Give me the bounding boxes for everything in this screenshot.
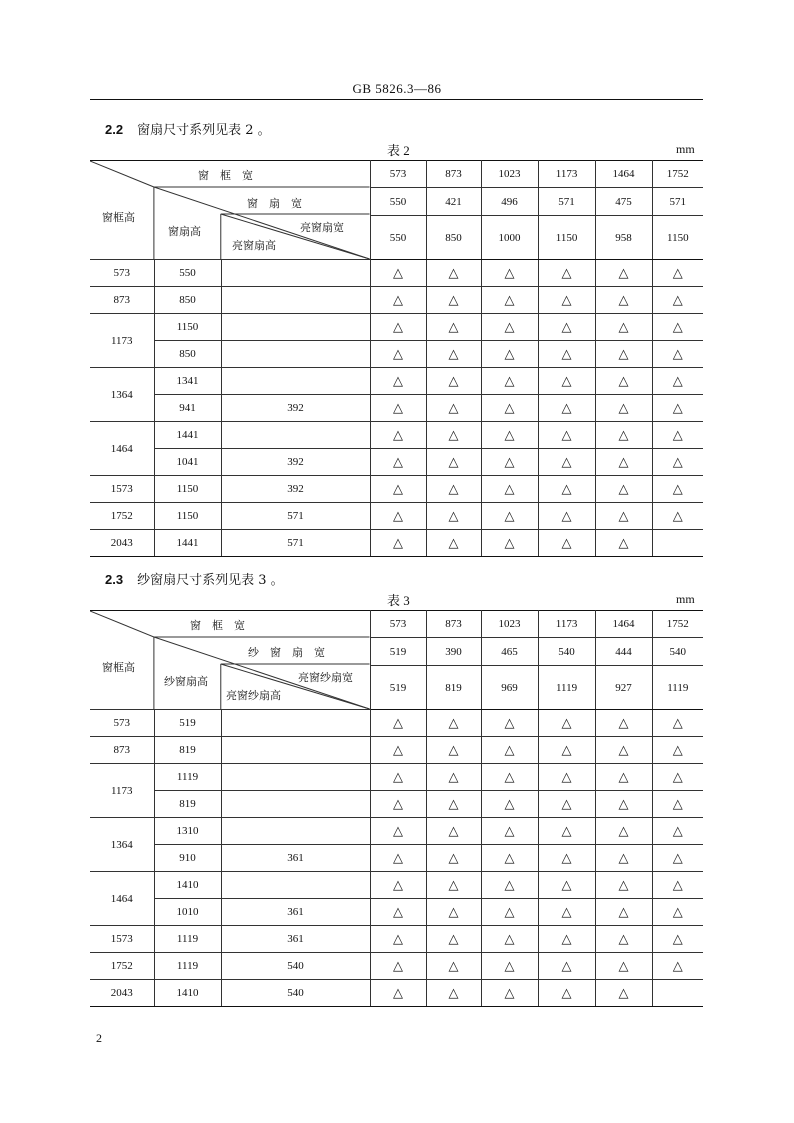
transom-width-cell: 519 — [370, 666, 426, 710]
transom-height-cell: 361 — [221, 926, 370, 953]
sash-width-cell: 444 — [595, 638, 652, 666]
availability-mark: △ — [481, 503, 538, 530]
availability-mark: △ — [538, 395, 595, 422]
availability-mark — [652, 530, 703, 557]
availability-mark: △ — [481, 872, 538, 899]
availability-mark: △ — [652, 422, 703, 449]
transom-height-cell — [221, 791, 370, 818]
availability-mark: △ — [652, 341, 703, 368]
section-2-3-heading — [105, 569, 284, 588]
transom-height-cell: 392 — [221, 395, 370, 422]
frame-height-cell: 873 — [90, 287, 154, 314]
availability-mark: △ — [652, 368, 703, 395]
transom-height-cell: 392 — [221, 476, 370, 503]
availability-mark: △ — [538, 818, 595, 845]
availability-mark: △ — [481, 422, 538, 449]
sash-width-cell: 540 — [538, 638, 595, 666]
availability-mark: △ — [481, 710, 538, 737]
frame-height-cell: 2043 — [90, 530, 154, 557]
availability-mark: △ — [595, 395, 652, 422]
transom-height-cell — [221, 260, 370, 287]
availability-mark: △ — [538, 476, 595, 503]
availability-mark: △ — [481, 287, 538, 314]
table-2-body — [90, 260, 703, 557]
sash-height-cell: 941 — [154, 395, 221, 422]
availability-mark: △ — [481, 980, 538, 1007]
frame-height-label: 窗框高 — [102, 661, 135, 674]
frame-width-cell: 1023 — [481, 611, 538, 638]
availability-mark: △ — [595, 818, 652, 845]
availability-mark: △ — [370, 314, 426, 341]
availability-mark: △ — [370, 260, 426, 287]
availability-mark: △ — [538, 737, 595, 764]
sash-width-cell: 390 — [426, 638, 481, 666]
availability-mark: △ — [595, 791, 652, 818]
availability-mark: △ — [426, 341, 481, 368]
availability-mark: △ — [538, 791, 595, 818]
transom-width-cell: 958 — [595, 216, 652, 260]
availability-mark: △ — [652, 818, 703, 845]
availability-mark: △ — [652, 710, 703, 737]
availability-mark: △ — [426, 818, 481, 845]
availability-mark: △ — [652, 764, 703, 791]
frame-height-cell: 873 — [90, 737, 154, 764]
availability-mark: △ — [426, 710, 481, 737]
availability-mark: △ — [370, 926, 426, 953]
availability-mark: △ — [370, 764, 426, 791]
sash-height-cell: 1119 — [154, 764, 221, 791]
sash-height-cell: 1441 — [154, 422, 221, 449]
availability-mark: △ — [426, 368, 481, 395]
availability-mark: △ — [538, 710, 595, 737]
sash-height-cell: 819 — [154, 737, 221, 764]
availability-mark: △ — [595, 476, 652, 503]
table-row — [90, 530, 703, 557]
transom-width-cell: 1119 — [538, 666, 595, 710]
availability-mark: △ — [595, 530, 652, 557]
availability-mark: △ — [481, 341, 538, 368]
availability-mark: △ — [538, 449, 595, 476]
table-2-caption: 表 2 — [387, 143, 410, 158]
availability-mark: △ — [481, 899, 538, 926]
availability-mark: △ — [595, 341, 652, 368]
sash-width-cell: 496 — [481, 188, 538, 216]
transom-height-cell: 571 — [221, 530, 370, 557]
transom-height-cell — [221, 764, 370, 791]
availability-mark — [652, 980, 703, 1007]
transom-height-cell — [221, 314, 370, 341]
availability-mark: △ — [652, 287, 703, 314]
table-row — [90, 710, 703, 737]
availability-mark: △ — [538, 530, 595, 557]
sash-width-cell: 571 — [652, 188, 703, 216]
availability-mark: △ — [426, 872, 481, 899]
transom-height-cell — [221, 341, 370, 368]
transom-screen-width-label: 亮窗纱扇宽 — [298, 671, 353, 684]
page-number: 2 — [96, 1031, 102, 1045]
availability-mark: △ — [426, 476, 481, 503]
availability-mark: △ — [538, 899, 595, 926]
availability-mark: △ — [595, 737, 652, 764]
availability-mark: △ — [595, 899, 652, 926]
table-3 — [90, 610, 703, 1007]
availability-mark: △ — [370, 449, 426, 476]
sash-width-cell: 421 — [426, 188, 481, 216]
transom-height-cell — [221, 818, 370, 845]
sash-height-cell: 1310 — [154, 818, 221, 845]
table-row — [90, 476, 703, 503]
availability-mark: △ — [538, 260, 595, 287]
transom-width-cell: 1119 — [652, 666, 703, 710]
availability-mark: △ — [370, 845, 426, 872]
availability-mark: △ — [652, 845, 703, 872]
transom-height-cell: 392 — [221, 449, 370, 476]
availability-mark: △ — [426, 764, 481, 791]
transom-width-cell: 969 — [481, 666, 538, 710]
availability-mark: △ — [481, 476, 538, 503]
table-3-header-diagonal — [90, 611, 370, 710]
availability-mark: △ — [481, 368, 538, 395]
availability-mark: △ — [481, 737, 538, 764]
frame-height-cell: 1752 — [90, 953, 154, 980]
screen-sash-width-label: 纱 窗 扇 宽 — [248, 646, 325, 659]
availability-mark: △ — [595, 422, 652, 449]
frame-height-cell: 1364 — [90, 818, 154, 872]
frame-height-cell: 1573 — [90, 476, 154, 503]
table-row — [90, 791, 703, 818]
availability-mark: △ — [595, 926, 652, 953]
sash-height-cell: 1041 — [154, 449, 221, 476]
screen-sash-height-label: 纱窗扇高 — [164, 675, 208, 688]
availability-mark: △ — [426, 953, 481, 980]
table-row — [90, 845, 703, 872]
sash-width-cell: 571 — [538, 188, 595, 216]
sash-width-cell: 475 — [595, 188, 652, 216]
transom-height-cell: 540 — [221, 953, 370, 980]
availability-mark: △ — [652, 737, 703, 764]
availability-mark: △ — [595, 953, 652, 980]
frame-height-cell: 1573 — [90, 926, 154, 953]
transom-height-cell — [221, 710, 370, 737]
availability-mark: △ — [426, 503, 481, 530]
availability-mark: △ — [426, 899, 481, 926]
table-row — [90, 341, 703, 368]
frame-height-cell: 1464 — [90, 422, 154, 476]
availability-mark: △ — [426, 530, 481, 557]
availability-mark: △ — [652, 899, 703, 926]
transom-width-cell: 850 — [426, 216, 481, 260]
availability-mark: △ — [370, 710, 426, 737]
transom-width-cell: 819 — [426, 666, 481, 710]
table-row — [90, 764, 703, 791]
frame-width-cell: 573 — [370, 611, 426, 638]
availability-mark: △ — [426, 791, 481, 818]
table-row — [90, 899, 703, 926]
availability-mark: △ — [652, 926, 703, 953]
transom-width-label: 亮窗扇宽 — [300, 221, 344, 234]
table-row — [90, 368, 703, 395]
table-row — [90, 260, 703, 287]
frame-width-cell: 1023 — [481, 161, 538, 188]
transom-height-cell: 361 — [221, 899, 370, 926]
frame-width-cell: 873 — [426, 611, 481, 638]
availability-mark: △ — [538, 926, 595, 953]
sash-height-cell: 1410 — [154, 980, 221, 1007]
table-row — [90, 449, 703, 476]
table-3-unit: mm — [676, 592, 695, 606]
sash-width-cell: 465 — [481, 638, 538, 666]
table-2 — [90, 160, 703, 557]
availability-mark: △ — [481, 260, 538, 287]
transom-width-cell: 1150 — [652, 216, 703, 260]
availability-mark: △ — [595, 368, 652, 395]
sash-height-cell: 910 — [154, 845, 221, 872]
availability-mark: △ — [595, 710, 652, 737]
availability-mark: △ — [538, 422, 595, 449]
table-row — [90, 422, 703, 449]
availability-mark: △ — [481, 818, 538, 845]
availability-mark: △ — [481, 449, 538, 476]
table-row — [90, 980, 703, 1007]
availability-mark: △ — [481, 845, 538, 872]
sash-height-cell: 1150 — [154, 503, 221, 530]
availability-mark: △ — [426, 980, 481, 1007]
frame-height-cell: 573 — [90, 710, 154, 737]
sash-height-cell: 819 — [154, 791, 221, 818]
availability-mark: △ — [370, 899, 426, 926]
availability-mark: △ — [426, 926, 481, 953]
availability-mark: △ — [370, 287, 426, 314]
availability-mark: △ — [481, 791, 538, 818]
table-3-caption: 表 3 — [387, 593, 410, 608]
sash-height-cell: 1119 — [154, 926, 221, 953]
availability-mark: △ — [652, 314, 703, 341]
availability-mark: △ — [426, 314, 481, 341]
sash-height-cell: 550 — [154, 260, 221, 287]
transom-height-label: 亮窗扇高 — [232, 239, 276, 252]
availability-mark: △ — [538, 287, 595, 314]
availability-mark: △ — [595, 764, 652, 791]
transom-height-cell — [221, 872, 370, 899]
transom-width-cell: 550 — [370, 216, 426, 260]
sash-width-cell: 550 — [370, 188, 426, 216]
availability-mark: △ — [595, 503, 652, 530]
transom-width-cell: 1000 — [481, 216, 538, 260]
frame-width-cell: 573 — [370, 161, 426, 188]
transom-height-cell — [221, 422, 370, 449]
section-2-2-heading — [105, 119, 271, 138]
table-row — [90, 287, 703, 314]
frame-height-cell: 1173 — [90, 314, 154, 368]
availability-mark: △ — [426, 845, 481, 872]
availability-mark: △ — [370, 395, 426, 422]
availability-mark: △ — [538, 764, 595, 791]
availability-mark: △ — [652, 476, 703, 503]
sash-height-cell: 850 — [154, 341, 221, 368]
availability-mark: △ — [595, 287, 652, 314]
section-text: 纱窗扇尺寸系列见表 3 。 — [137, 573, 284, 588]
table-row — [90, 818, 703, 845]
availability-mark: △ — [538, 503, 595, 530]
availability-mark: △ — [426, 449, 481, 476]
frame-width-cell: 1464 — [595, 161, 652, 188]
section-text: 窗扇尺寸系列见表 2 。 — [137, 123, 271, 138]
availability-mark: △ — [652, 872, 703, 899]
sash-height-cell: 850 — [154, 287, 221, 314]
availability-mark: △ — [538, 341, 595, 368]
frame-width-label: 窗 框 宽 — [190, 619, 245, 632]
availability-mark: △ — [426, 260, 481, 287]
availability-mark: △ — [595, 980, 652, 1007]
sash-height-label: 窗扇高 — [168, 225, 201, 238]
transom-width-cell: 1150 — [538, 216, 595, 260]
table-row — [90, 395, 703, 422]
availability-mark: △ — [652, 260, 703, 287]
frame-height-cell: 2043 — [90, 980, 154, 1007]
availability-mark: △ — [652, 503, 703, 530]
availability-mark: △ — [538, 368, 595, 395]
table-row — [90, 314, 703, 341]
frame-width-cell: 873 — [426, 161, 481, 188]
availability-mark: △ — [370, 872, 426, 899]
frame-height-cell: 1173 — [90, 764, 154, 818]
table-3-body — [90, 710, 703, 1007]
availability-mark: △ — [370, 530, 426, 557]
frame-height-cell: 1464 — [90, 872, 154, 926]
transom-width-cell: 927 — [595, 666, 652, 710]
availability-mark: △ — [370, 422, 426, 449]
availability-mark: △ — [481, 395, 538, 422]
availability-mark: △ — [595, 872, 652, 899]
frame-height-cell: 1364 — [90, 368, 154, 422]
transom-screen-height-label: 亮窗纱扇高 — [226, 689, 281, 702]
availability-mark: △ — [538, 980, 595, 1007]
table-row — [90, 872, 703, 899]
availability-mark: △ — [426, 422, 481, 449]
sash-height-cell: 519 — [154, 710, 221, 737]
availability-mark: △ — [652, 953, 703, 980]
availability-mark: △ — [481, 314, 538, 341]
availability-mark: △ — [538, 872, 595, 899]
table-row — [90, 503, 703, 530]
table-2-unit: mm — [676, 142, 695, 156]
availability-mark: △ — [370, 737, 426, 764]
availability-mark: △ — [595, 845, 652, 872]
availability-mark: △ — [370, 791, 426, 818]
sash-width-label: 窗 扇 宽 — [247, 197, 302, 210]
sash-height-cell: 1150 — [154, 476, 221, 503]
availability-mark: △ — [426, 395, 481, 422]
availability-mark: △ — [595, 449, 652, 476]
availability-mark: △ — [370, 818, 426, 845]
availability-mark: △ — [426, 287, 481, 314]
availability-mark: △ — [652, 395, 703, 422]
sash-height-cell: 1010 — [154, 899, 221, 926]
transom-height-cell — [221, 368, 370, 395]
availability-mark: △ — [481, 926, 538, 953]
availability-mark: △ — [652, 791, 703, 818]
availability-mark: △ — [538, 953, 595, 980]
availability-mark: △ — [370, 980, 426, 1007]
sash-width-cell: 540 — [652, 638, 703, 666]
availability-mark: △ — [426, 737, 481, 764]
transom-height-cell — [221, 287, 370, 314]
sash-height-cell: 1150 — [154, 314, 221, 341]
section-number: 2.3 — [105, 572, 124, 587]
frame-width-label: 窗 框 宽 — [198, 169, 253, 182]
table-2-header-diagonal — [90, 161, 370, 260]
availability-mark: △ — [481, 953, 538, 980]
availability-mark: △ — [652, 449, 703, 476]
sash-height-cell: 1119 — [154, 953, 221, 980]
frame-width-cell: 1752 — [652, 611, 703, 638]
frame-width-cell: 1464 — [595, 611, 652, 638]
availability-mark: △ — [481, 764, 538, 791]
sash-height-cell: 1410 — [154, 872, 221, 899]
availability-mark: △ — [538, 845, 595, 872]
availability-mark: △ — [595, 260, 652, 287]
transom-height-cell: 540 — [221, 980, 370, 1007]
table-row — [90, 737, 703, 764]
transom-height-cell: 571 — [221, 503, 370, 530]
availability-mark: △ — [370, 476, 426, 503]
frame-height-cell: 1752 — [90, 503, 154, 530]
frame-width-cell: 1173 — [538, 161, 595, 188]
transom-height-cell: 361 — [221, 845, 370, 872]
availability-mark: △ — [370, 953, 426, 980]
transom-height-cell — [221, 737, 370, 764]
sash-height-cell: 1441 — [154, 530, 221, 557]
table-row — [90, 953, 703, 980]
sash-height-cell: 1341 — [154, 368, 221, 395]
table-row — [90, 926, 703, 953]
sash-width-cell: 519 — [370, 638, 426, 666]
document-header: GB 5826.3—86 — [352, 81, 442, 96]
frame-height-cell: 573 — [90, 260, 154, 287]
availability-mark: △ — [481, 530, 538, 557]
availability-mark: △ — [370, 341, 426, 368]
section-number: 2.2 — [105, 122, 124, 137]
header-rule — [90, 99, 703, 100]
availability-mark: △ — [370, 503, 426, 530]
frame-width-cell: 1173 — [538, 611, 595, 638]
frame-width-cell: 1752 — [652, 161, 703, 188]
availability-mark: △ — [538, 314, 595, 341]
availability-mark: △ — [595, 314, 652, 341]
frame-height-label: 窗框高 — [102, 211, 135, 224]
availability-mark: △ — [370, 368, 426, 395]
